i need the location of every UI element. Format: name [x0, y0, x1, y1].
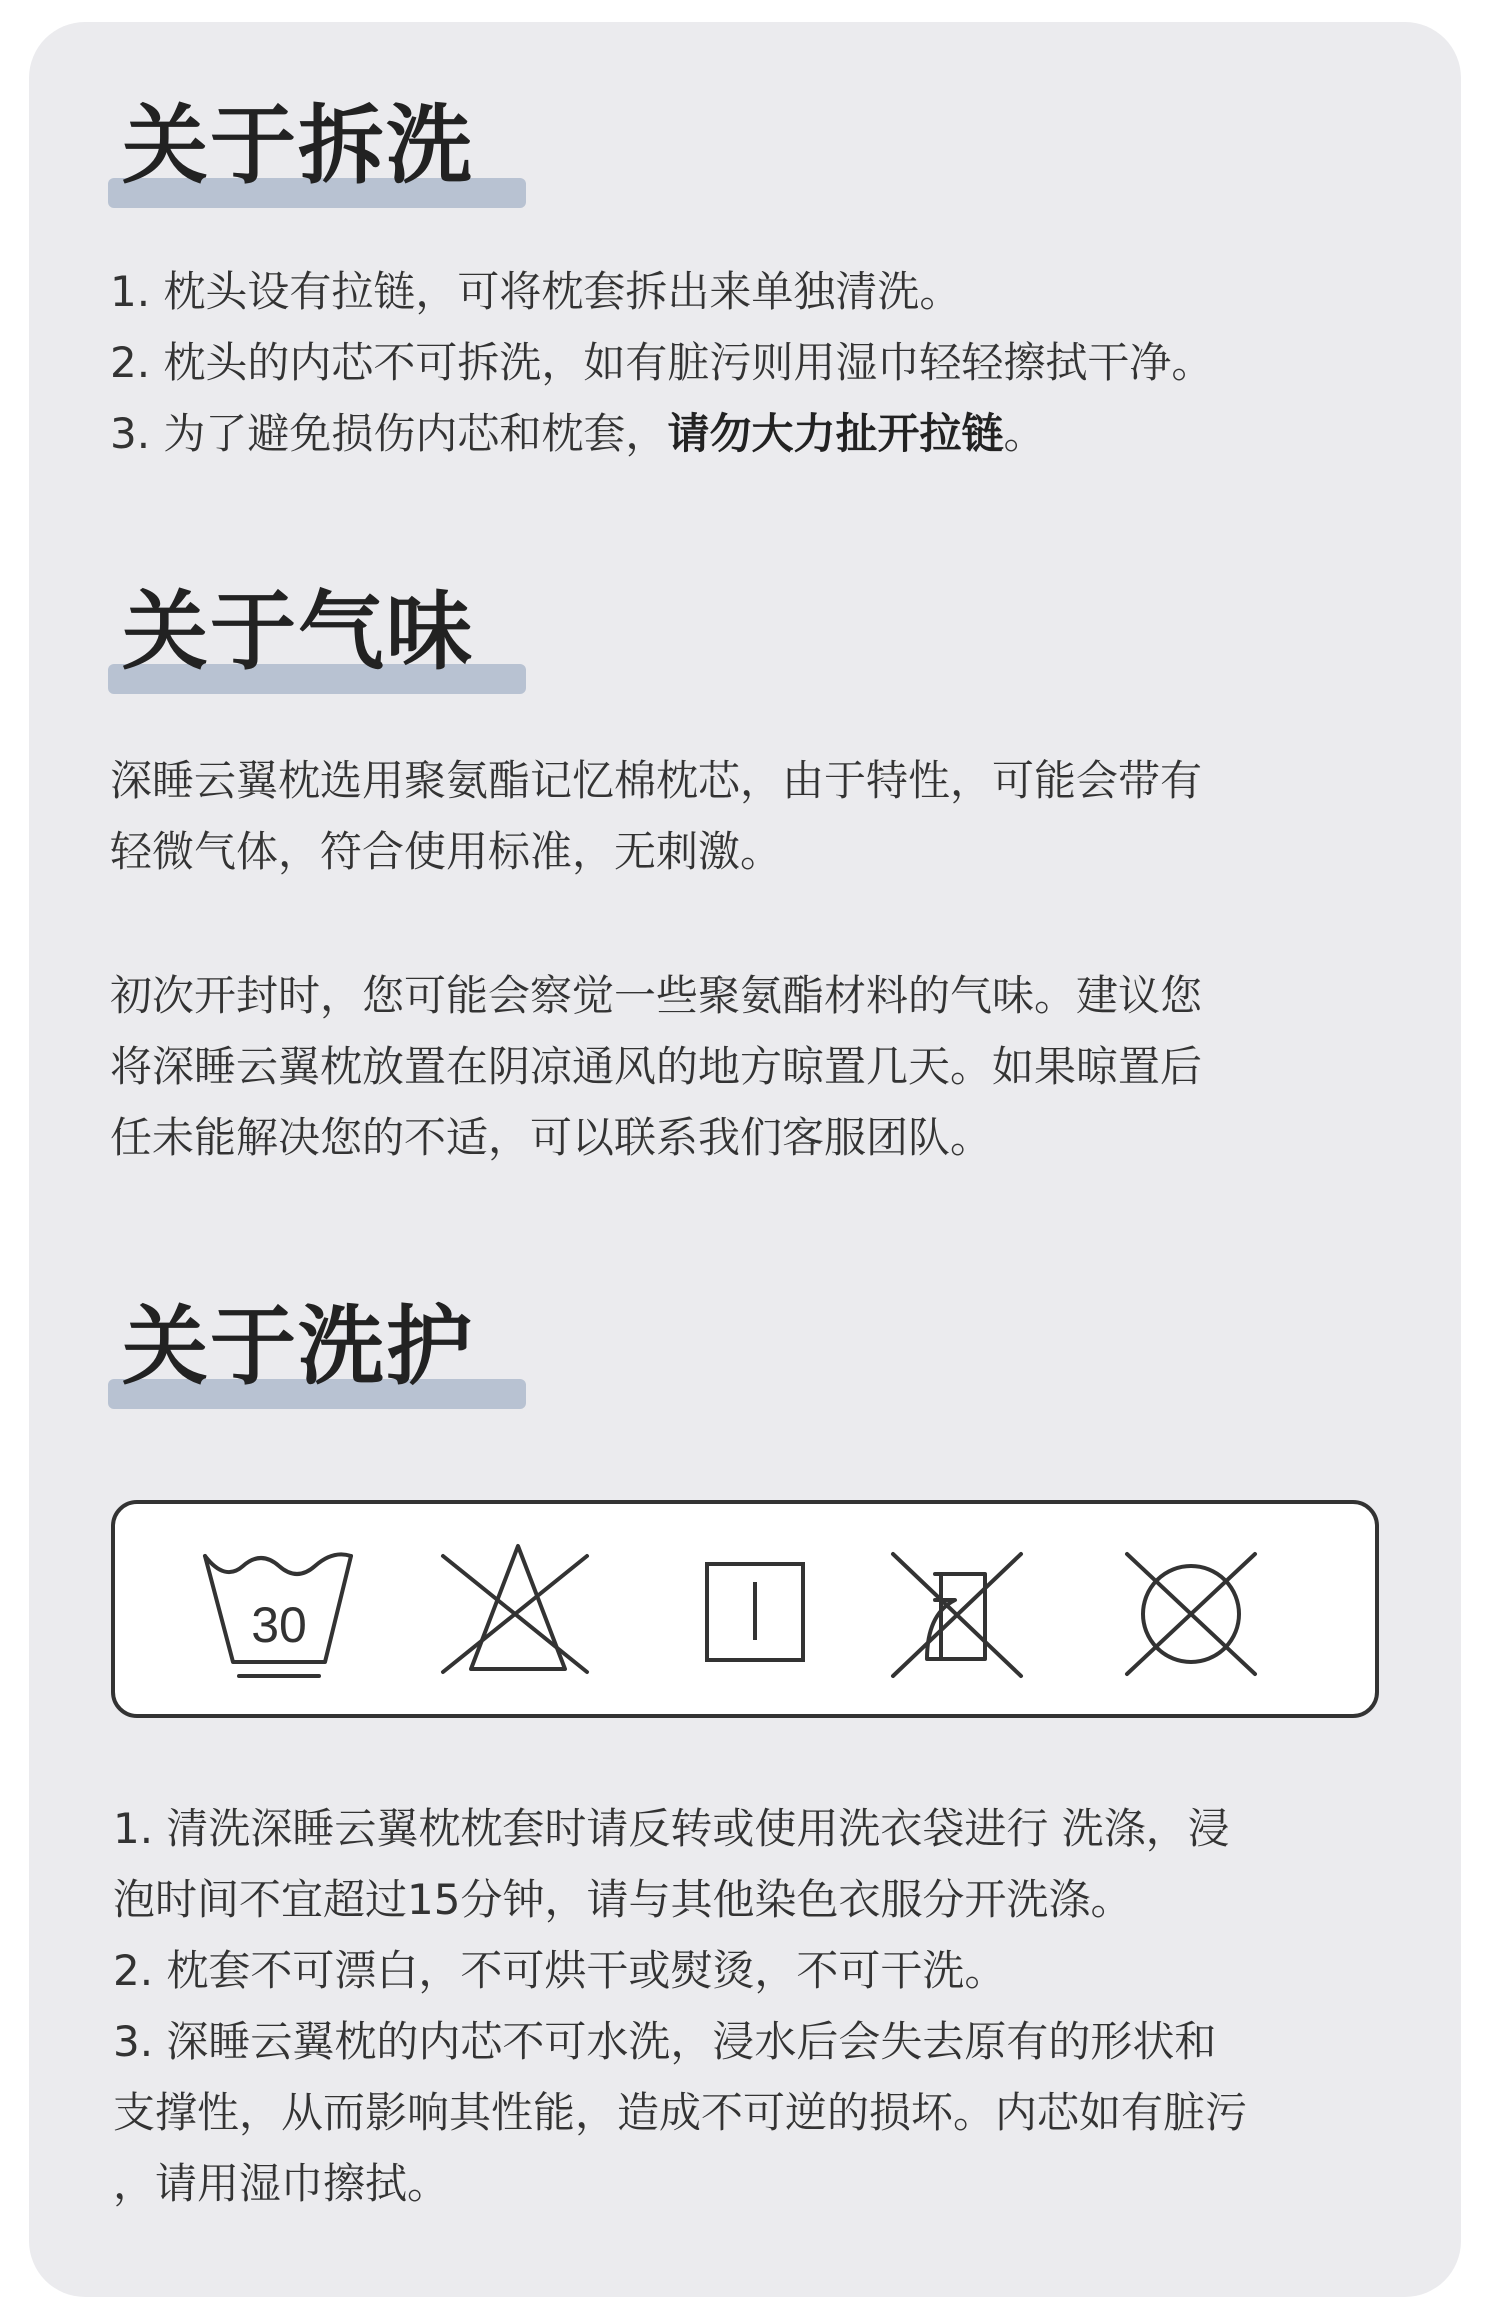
care-instructions-list — [113, 1793, 1413, 2219]
list-line: 1. 清洗深睡云翼枕枕套时请反转或使用洗衣袋进行 洗涤，浸 — [113, 1804, 1230, 1853]
no-iron-icon — [893, 1554, 1021, 1676]
list-item: 1. 枕头设有拉链，可将枕套拆出来单独清洗。 — [110, 267, 962, 316]
odor-paragraph-2 — [110, 960, 1360, 1173]
paragraph-line: 初次开封时，您可能会察觉一些聚氨酯材料的气味。建议您 — [110, 971, 1203, 1020]
list-line: 支撑性，从而影响其性能，造成不可逆的损坏。内芯如有脏污 — [113, 2088, 1248, 2137]
list-item — [113, 2006, 1413, 2219]
wash-30-icon — [205, 1554, 351, 1676]
list-line: 3. 深睡云翼枕的内芯不可水洗，浸水后会失去原有的形状和 — [113, 2017, 1217, 2066]
no-bleach-icon — [443, 1546, 587, 1672]
list-line: ，请用湿巾擦拭。 — [113, 2159, 450, 2208]
section-title: 关于气味 — [122, 582, 474, 682]
paragraph-line: 任未能解决您的不适，可以联系我们客服团队。 — [110, 1113, 993, 1162]
no-dry-clean-icon — [1127, 1554, 1255, 1674]
list-line: 泡时间不宜超过15分钟，请与其他染色衣服分开洗涤。 — [113, 1875, 1133, 1924]
list-item — [110, 398, 1213, 469]
paragraph-line: 深睡云翼枕选用聚氨酯记忆棉枕芯，由于特性，可能会带有 — [110, 756, 1203, 805]
paragraph-line: 轻微气体，符合使用标准，无刺激。 — [110, 827, 783, 876]
tumble-dry-icon — [707, 1564, 803, 1660]
warning-text: 请勿大力扯开拉链 — [667, 409, 1004, 458]
list-item — [113, 1793, 1413, 1935]
odor-paragraph-1 — [110, 745, 1360, 887]
list-item — [113, 1935, 1413, 2006]
disassembly-list — [110, 256, 1213, 469]
item-text: 。 — [1003, 409, 1046, 458]
care-symbols-box — [111, 1500, 1379, 1718]
wash-temp-label: 30 — [251, 1597, 307, 1653]
section-title: 关于拆洗 — [122, 96, 474, 196]
item-text: 3. 为了避免损伤内芯和枕套， — [110, 409, 668, 458]
paragraph-line: 将深睡云翼枕放置在阴凉通风的地方晾置几天。如果晾置后 — [110, 1042, 1203, 1091]
section-title: 关于洗护 — [122, 1297, 474, 1397]
list-line: 2. 枕套不可漂白，不可烘干或熨烫，不可干洗。 — [113, 1946, 1007, 1995]
list-item: 2. 枕头的内芯不可拆洗，如有脏污则用湿巾轻轻擦拭干净。 — [110, 338, 1214, 387]
